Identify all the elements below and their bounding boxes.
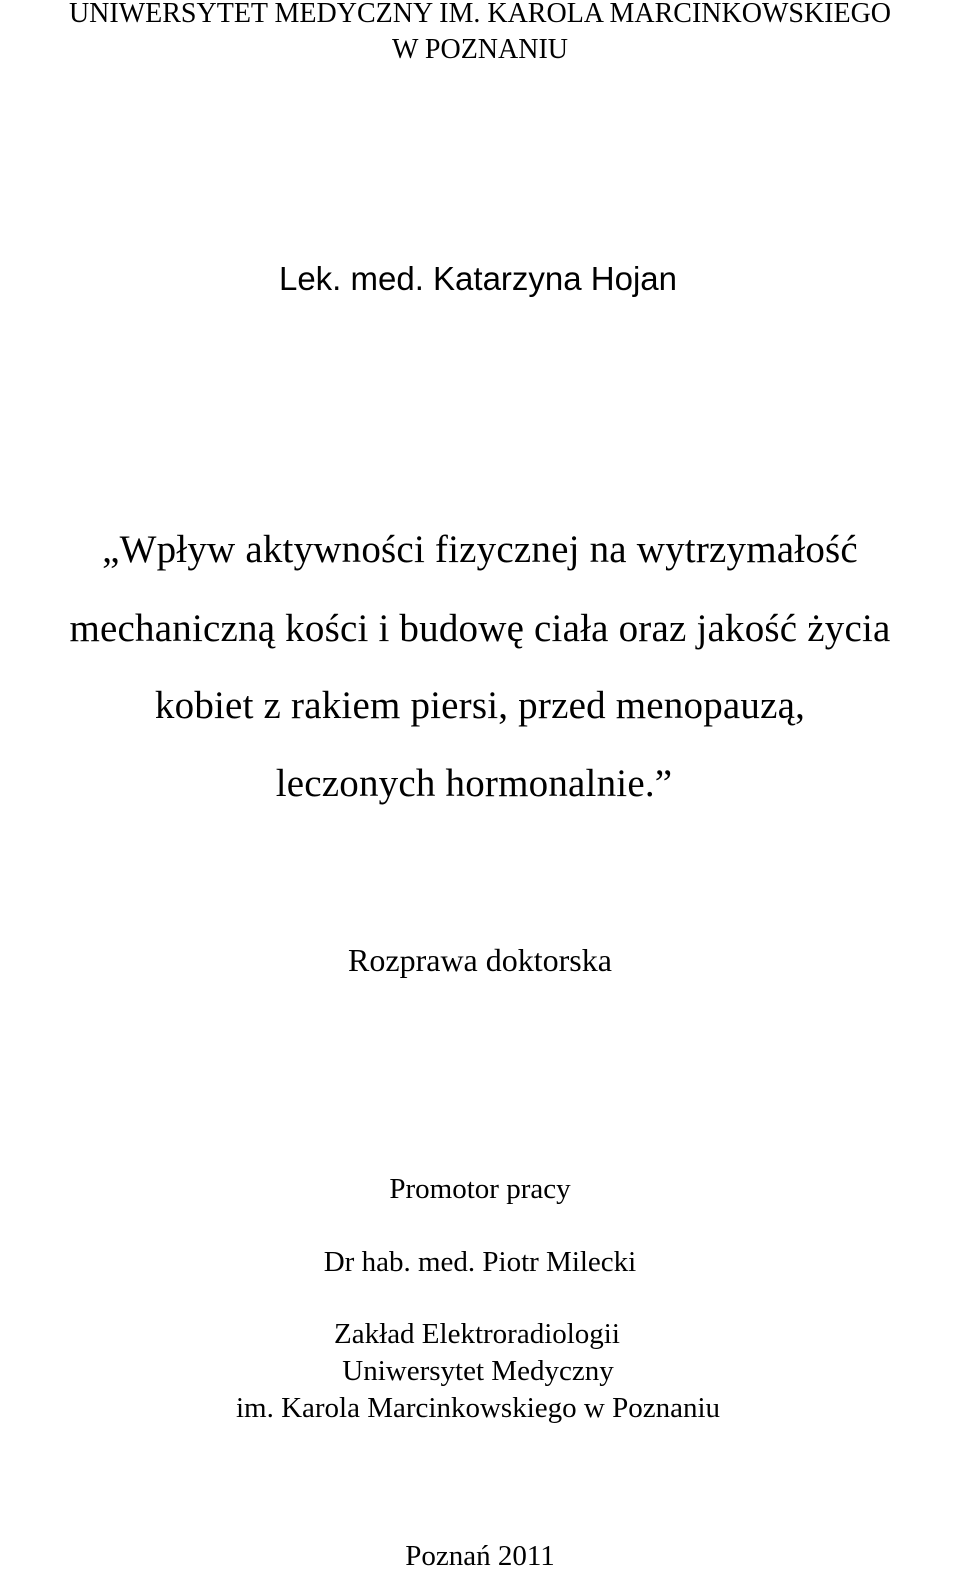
- thesis-type: Rozprawa doktorska: [348, 942, 612, 978]
- thesis-title-line-4: leczonych hormonalnie.”: [275, 762, 673, 805]
- department-name: Zakład Elektroradiologii: [334, 1318, 620, 1350]
- institution-name-continued: im. Karola Marcinkowskiego w Poznaniu: [235, 1392, 721, 1424]
- promotor-name: Dr hab. med. Piotr Milecki: [323, 1246, 637, 1278]
- promotor-label: Promotor pracy: [389, 1173, 571, 1205]
- author-name: Lek. med. Katarzyna Hojan: [278, 260, 678, 297]
- thesis-title-line-3: kobiet z rakiem piersi, przed menopauzą,: [154, 684, 806, 727]
- place-and-date: Poznań 2011: [405, 1540, 555, 1572]
- thesis-title-line-2: mechaniczną kości i budowę ciała oraz jakość życia: [69, 607, 891, 650]
- university-name-line-2: W POZNANIU: [391, 34, 569, 65]
- university-name-line-1: UNIWERSYTET MEDYCZNY IM. KAROLA MARCINKOWSKIEGO: [68, 0, 892, 29]
- institution-name: Uniwersytet Medyczny: [342, 1355, 614, 1387]
- thesis-title-line-1: „Wpływ aktywności fizycznej na wytrzymałość: [102, 528, 858, 571]
